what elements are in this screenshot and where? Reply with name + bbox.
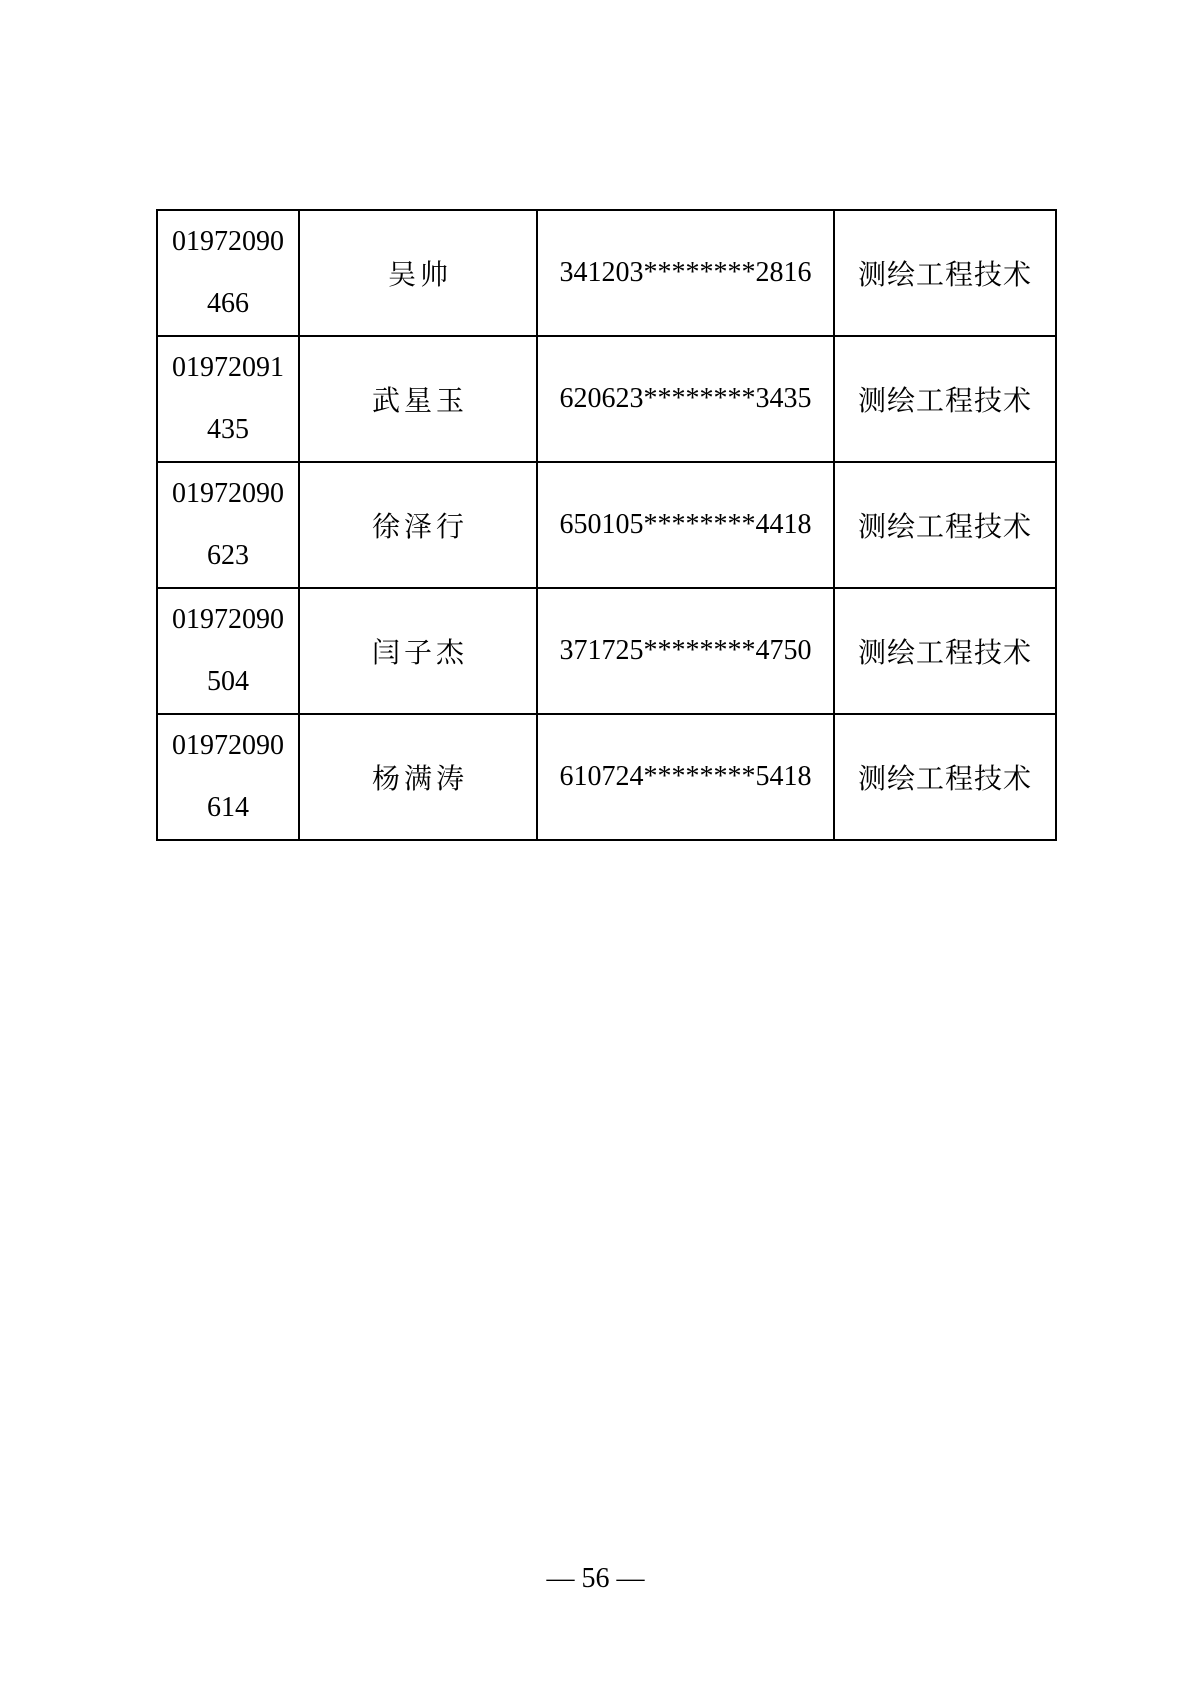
exam-id-cell (157, 336, 299, 462)
table-row (157, 588, 1056, 714)
exam-id-cell (157, 210, 299, 336)
student-name: 杨满涛 (371, 764, 468, 795)
exam-id-line2: 466 (207, 288, 249, 319)
table-row (157, 210, 1056, 336)
exam-id-line1: 01972090 (172, 478, 284, 509)
exam-id-line1: 01972090 (172, 604, 284, 635)
major-name: 测绘工程技术 (857, 512, 1032, 543)
citizen-id: 650105********4418 (559, 509, 812, 540)
id-number-cell (537, 210, 834, 336)
id-number-cell (537, 336, 834, 462)
student-name: 徐泽行 (371, 512, 468, 543)
major-cell (834, 588, 1056, 714)
name-cell (299, 336, 537, 462)
name-cell (299, 714, 537, 840)
table-row (157, 336, 1056, 462)
citizen-id: 371725********4750 (559, 635, 812, 666)
exam-id-line1: 01972091 (172, 352, 284, 383)
name-cell (299, 462, 537, 588)
major-cell (834, 210, 1056, 336)
table-row (157, 462, 1056, 588)
id-number-cell (537, 714, 834, 840)
major-name: 测绘工程技术 (857, 638, 1032, 669)
exam-id-cell (157, 462, 299, 588)
roster-table (156, 209, 1057, 841)
student-name: 闫子杰 (371, 638, 468, 669)
id-number-cell (537, 588, 834, 714)
exam-id-line1: 01972090 (172, 226, 284, 257)
exam-id-line2: 614 (207, 792, 249, 823)
major-name: 测绘工程技术 (857, 260, 1032, 291)
exam-id-line2: 504 (207, 666, 249, 697)
major-cell (834, 336, 1056, 462)
major-cell (834, 714, 1056, 840)
id-number-cell (537, 462, 834, 588)
major-name: 测绘工程技术 (857, 386, 1032, 417)
exam-id-line2: 435 (207, 414, 249, 445)
major-cell (834, 462, 1056, 588)
exam-id-cell (157, 588, 299, 714)
exam-id-line1: 01972090 (172, 730, 284, 761)
table-row (157, 714, 1056, 840)
student-name: 武星玉 (371, 386, 468, 417)
name-cell (299, 588, 537, 714)
citizen-id: 341203********2816 (559, 257, 812, 288)
citizen-id: 610724********5418 (559, 761, 812, 792)
page-number: — 56 — (546, 1563, 645, 1594)
exam-id-line2: 623 (207, 540, 249, 571)
exam-id-cell (157, 714, 299, 840)
name-cell (299, 210, 537, 336)
major-name: 测绘工程技术 (857, 764, 1032, 795)
student-name: 吴帅 (387, 260, 452, 291)
citizen-id: 620623********3435 (559, 383, 812, 414)
